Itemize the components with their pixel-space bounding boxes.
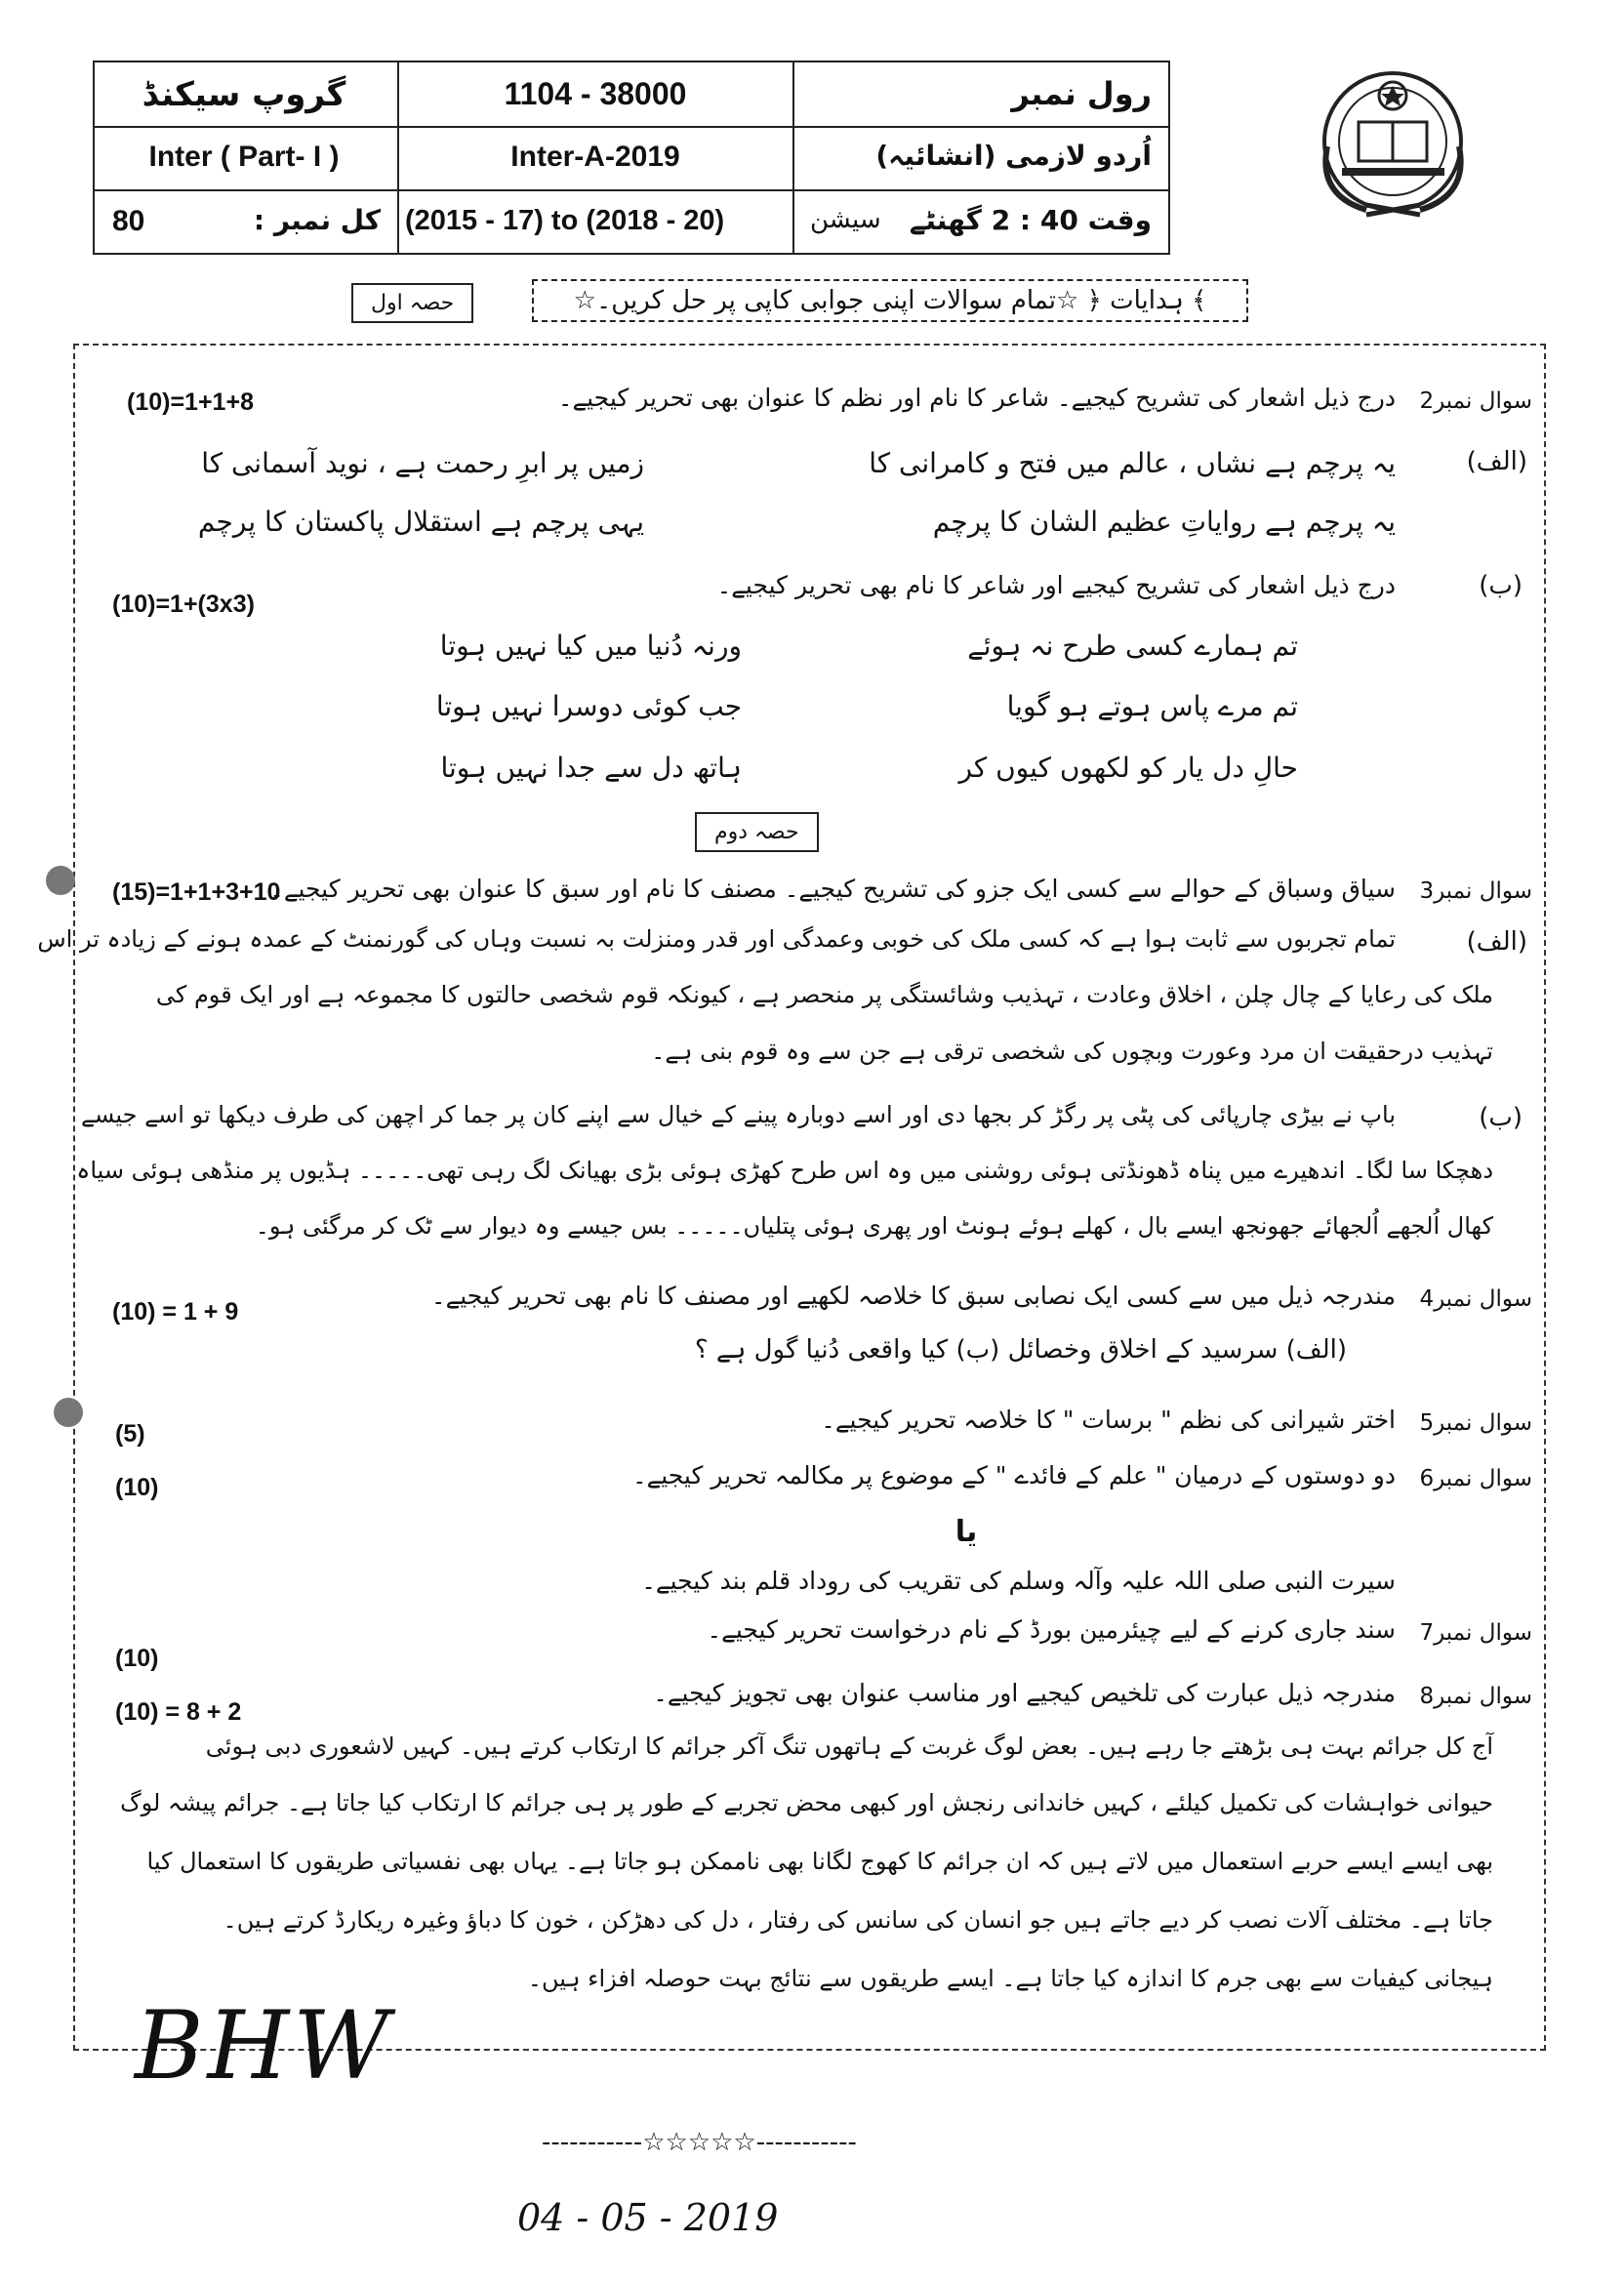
section-one-label: حصہ اول <box>351 283 473 323</box>
q3-b-line-1: باپ نے بیڑی چارپائی کی پٹی پر رگڑ کر بجھا دی اور اسے دوبارہ پینے کے خیال سے اپنے کان پر جما کر اچھن کی طرف دیکھا تو اسے جیسے <box>80 1101 1396 1128</box>
instructions: ﴾ ہدایات ﴿ ☆تمام سوالات اپنی جوابی کاپی پر حل کریں۔☆ <box>532 279 1248 322</box>
q4-label: سوال نمبر4 <box>1419 1286 1532 1312</box>
roll-number-label: رول نمبر <box>1011 75 1152 112</box>
q2-alif-verse-1a: یہ پرچم ہے نشاں ، عالم میں فتح و کامرانی کا <box>869 447 1396 479</box>
q6-text: دو دوستوں کے درمیان " علم کے فائدے " کے موضوع پر مکالمہ تحریر کیجیے۔ <box>631 1461 1396 1489</box>
q2-b-verse-2b: جب کوئی دوسرا نہیں ہوتا <box>435 690 742 722</box>
q8-label: سوال نمبر8 <box>1419 1684 1532 1709</box>
q5-text: اختر شیرانی کی نظم " برسات " کا خلاصہ تحریر کیجیے۔ <box>821 1406 1396 1434</box>
q3-label: سوال نمبر3 <box>1419 878 1532 904</box>
q6-alternative: سیرت النبی صلی اللہ علیہ وآلہ وسلم کی تقریب کی روداد قلم بند کیجیے۔ <box>641 1567 1396 1595</box>
q3-b-line-2: دھچکا سا لگا۔ اندھیرے میں پناہ ڈھونڈتی ہوئی روشنی میں وہ اس طرح کھڑی ہوئی بڑی بھیانک لگ رہی تھی۔۔۔۔۔ ہڈیوں پر منڈھی ہوئی سیاہ <box>76 1157 1493 1184</box>
q6-label: سوال نمبر6 <box>1419 1466 1532 1491</box>
q8-passage-line-2: حیوانی خواہشات کی تکمیل کیلئے ، کہیں خاندانی رنجش اور کبھی محض تجربے کے طور پر ہی جرائم کا ارتکاب کیا جاتا ہے۔ جرائم پیشہ لوگ <box>120 1789 1493 1816</box>
q8-text: مندرجہ ذیل عبارت کی تلخیص کیجیے اور مناسب عنوان بھی تجویز کیجیے۔ <box>653 1679 1396 1707</box>
q5-marks: (5) <box>115 1420 145 1448</box>
subject-label: اُردو لازمی (انشائیہ) <box>875 140 1152 172</box>
q3-b-line-3: کھال اُلجھے اُلجھائے جھونجھ ایسے بال ، کھلے ہوئے ہونٹ اور پھری ہوئی پتلیاں۔۔۔۔۔ بس جیسے وہ دیوار سے ٹک کر مرگئی ہو۔ <box>255 1212 1493 1240</box>
time-label: وقت 40 : 2 گھنٹے <box>909 204 1152 236</box>
punch-hole <box>54 1398 83 1427</box>
q6-or: یا <box>954 1515 978 1549</box>
q2-label: سوال نمبر2 <box>1419 388 1532 414</box>
q3-marks: (15)=1+1+3+10 <box>112 878 281 906</box>
q8-passage-line-1: آج کل جرائم بہت ہی بڑھتے جا رہے ہیں۔ بعض لوگ غربت کے ہاتھوں تنگ آکر جرائم کا ارتکاب کرتے ہیں۔ کہیں لاشعوری دبی ہوئی <box>205 1733 1493 1760</box>
q2-text: درج ذیل اشعار کی تشریح کیجیے۔ شاعر کا نام اور نظم کا عنوان بھی تحریر کیجیے۔ <box>557 384 1396 412</box>
exam-label: Inter-A-2019 <box>510 141 680 173</box>
total-marks-value: 80 <box>112 205 145 237</box>
paper-code: 1104 - 38000 <box>504 76 687 111</box>
q2-b-marks: (10)=1+(3x3) <box>112 591 255 618</box>
q8-passage-line-4: جاتا ہے۔ مختلف آلات نصب کر دیے جاتے ہیں جو انسان کی سانس کی رفتار ، دل کی دھڑکن ، خون کا دباؤ وغیرہ ریکارڈ کرتے ہیں۔ <box>223 1906 1493 1934</box>
q2-b-verse-1b: ورنہ دُنیا میں کیا نہیں ہوتا <box>439 630 742 662</box>
q3-part-b: (ب) <box>1479 1103 1522 1132</box>
q3-text: سیاق وسباق کے حوالے سے کسی ایک جزو کی تشریح کیجیے۔ مصنف کا نام اور سبق کا عنوان بھی تحریر کیجیے۔ <box>269 875 1396 903</box>
end-of-paper-mark: -----------☆☆☆☆☆----------- <box>542 2128 857 2157</box>
q8-passage-line-3: بھی ایسے ایسے حربے استعمال میں لاتے ہیں کہ ان جرائم کا کھوج لگانا بھی ناممکن ہو جاتا ہے۔ یہاں بھی نفسیاتی طریقوں کا استعمال کیا <box>146 1848 1493 1875</box>
q3-part-alif: (الف) <box>1466 927 1527 957</box>
board-logo-icon <box>1308 59 1479 229</box>
q2-part-alif: (الف) <box>1466 447 1527 476</box>
q2-b-verse-3a: حالِ دل یار کو لکھوں کیوں کر <box>958 752 1298 784</box>
q2-alif-verse-1b: زمیں پر ابرِ رحمت ہے ، نوید آسمانی کا <box>201 447 644 479</box>
total-marks-label: کل نمبر : <box>253 204 381 236</box>
q6-marks: (10) <box>115 1474 159 1501</box>
sessions-range: (2015 - 17) to (2018 - 20) <box>405 205 725 236</box>
q4-options: (الف) سرسید کے اخلاق وخصائل (ب) کیا واقعی دُنیا گول ہے ؟ <box>694 1335 1347 1365</box>
session-label: سیشن <box>810 205 881 234</box>
q2-b-text: درج ذیل اشعار کی تشریح کیجیے اور شاعر کا نام بھی تحریر کیجیے۔ <box>716 571 1396 599</box>
q2-marks: (10)=1+1+8 <box>127 388 254 416</box>
q7-marks: (10) <box>115 1645 159 1672</box>
level-label: Inter ( Part- I ) <box>148 141 340 173</box>
q2-alif-verse-2a: یہ پرچم ہے روایاتِ عظیم الشان کا پرچم <box>932 506 1396 538</box>
q8-passage-line-5: ہیجانی کیفیات سے بھی جرم کا اندازہ کیا جاتا ہے۔ ایسے طریقوں سے نتائج بہت حوصلہ افزاء ہیں۔ <box>527 1965 1493 1992</box>
section-two-label: حصہ دوم <box>695 812 819 852</box>
q2-part-b: (ب) <box>1479 571 1522 600</box>
handwritten-date: 04 - 05 - 2019 <box>517 2196 779 2239</box>
q3-alif-line-1: تمام تجربوں سے ثابت ہوا ہے کہ کسی ملک کی خوبی وعمدگی اور قدر ومنزلت بہ نسبت وہاں کی گورنمنٹ کے عمدہ ہونے کے زیادہ تر اس <box>37 925 1396 953</box>
q7-label: سوال نمبر7 <box>1419 1620 1532 1646</box>
q5-label: سوال نمبر5 <box>1419 1410 1532 1436</box>
q8-marks: (10) = 8 + 2 <box>115 1698 242 1726</box>
q2-b-verse-1a: تم ہمارے کسی طرح نہ ہوئے <box>967 630 1298 662</box>
q4-marks: (10) = 1 + 9 <box>112 1298 239 1326</box>
q4-text: مندرجہ ذیل میں سے کسی ایک نصابی سبق کا خلاصہ لکھیے اور مصنف کا نام بھی تحریر کیجیے۔ <box>430 1282 1396 1310</box>
q7-text: سند جاری کرنے کے لیے چیئرمین بورڈ کے نام درخواست تحریر کیجیے۔ <box>707 1615 1396 1644</box>
q3-alif-line-2: ملک کی رعایا کے چال چلن ، اخلاق وعادت ، تہذیب وشائستگی پر منحصر ہے ، کیونکہ قوم شخصی حالتوں کا مجموعہ ہے اور ایک قوم کی <box>155 981 1493 1008</box>
q2-alif-verse-2b: یہی پرچم ہے استقلال پاکستان کا پرچم <box>197 506 644 538</box>
q2-b-verse-2a: تم مرے پاس ہوتے ہو گویا <box>1006 690 1298 722</box>
punch-hole <box>46 866 75 895</box>
q3-alif-line-3: تہذیب درحقیقت ان مرد وعورت وبچوں کی شخصی ترقی ہے جن سے وہ قوم بنی ہے۔ <box>651 1038 1493 1065</box>
group-label: گروپ سیکنڈ <box>142 75 346 114</box>
q2-b-verse-3b: ہاتھ دل سے جدا نہیں ہوتا <box>440 752 742 784</box>
handwritten-initials: BHW <box>135 1991 393 2100</box>
